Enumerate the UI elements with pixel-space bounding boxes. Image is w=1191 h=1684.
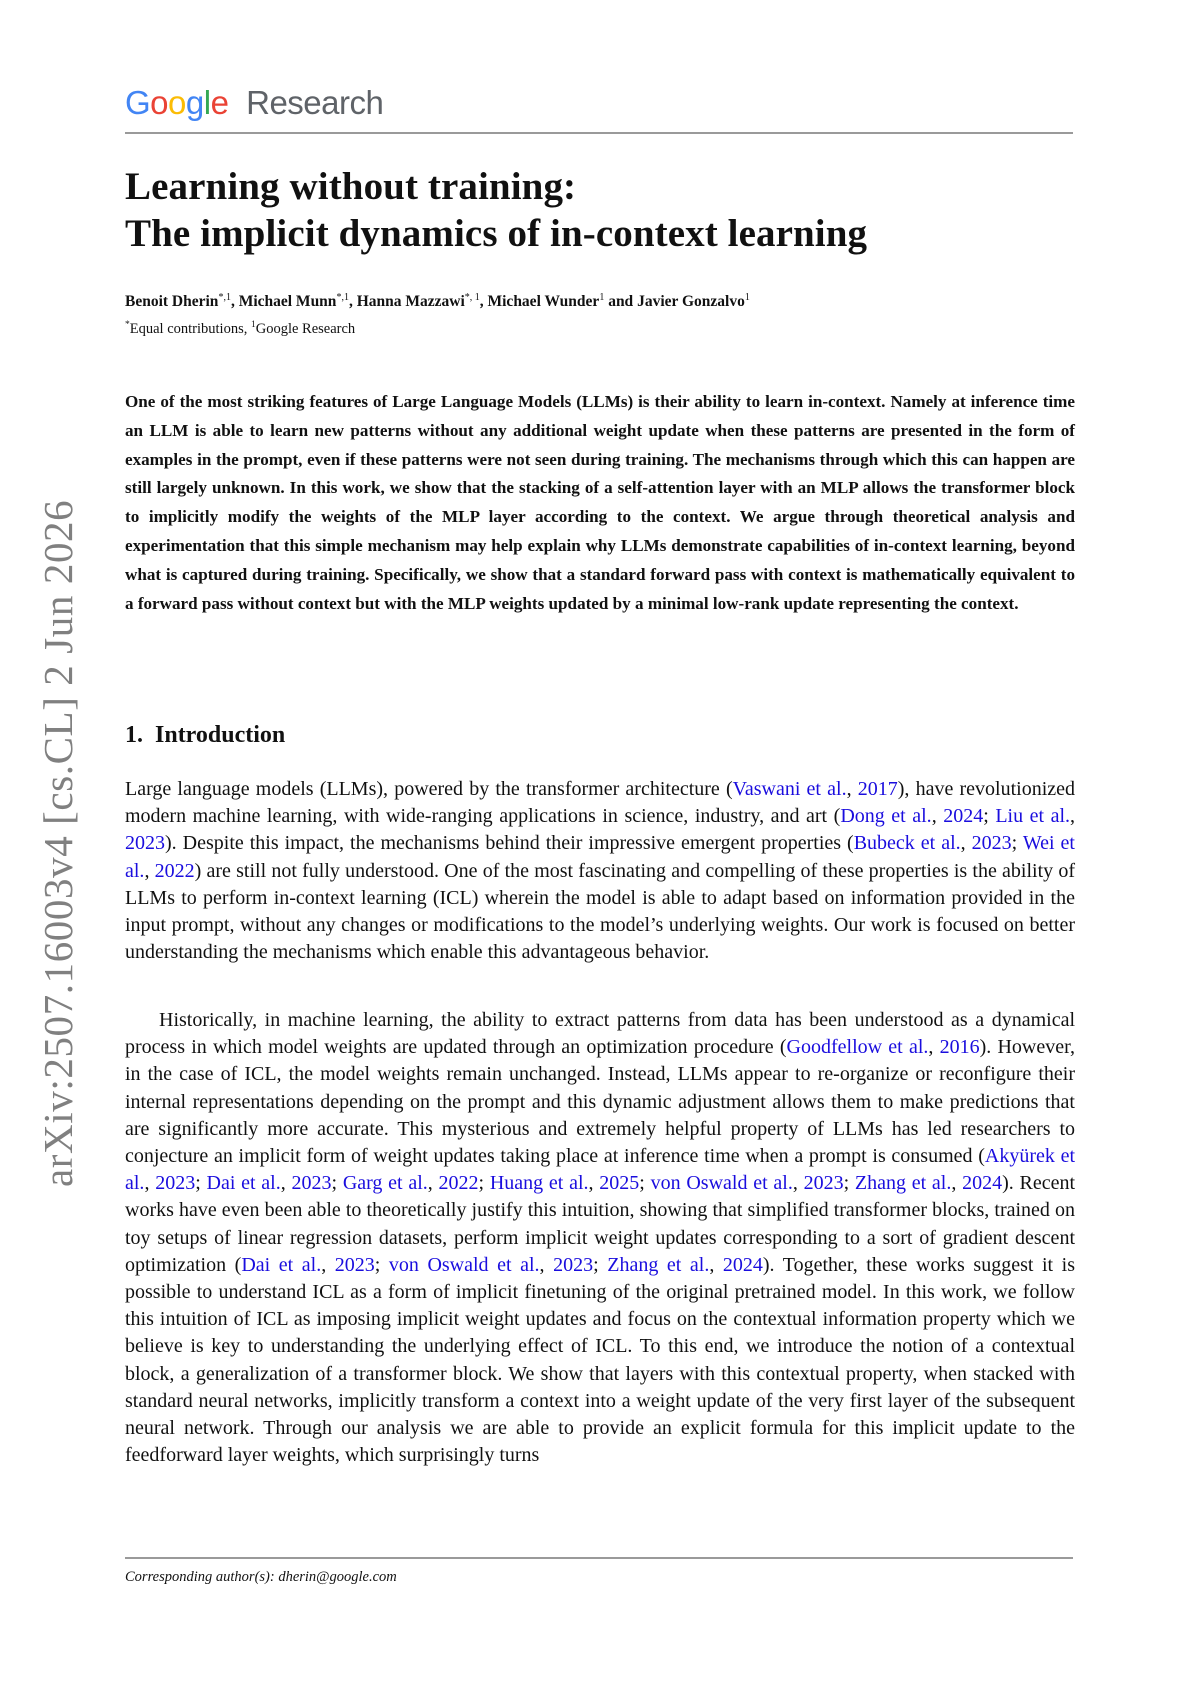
citation-link[interactable]: 2024 [962, 1172, 1003, 1195]
citation-link[interactable]: 2022 [154, 859, 195, 882]
citation-link[interactable]: 2024 [722, 1253, 763, 1276]
corresponding-author-note [125, 1569, 397, 1586]
section-title: Introduction [155, 722, 286, 748]
citation-link[interactable]: Akyürek et al. [125, 1145, 1076, 1195]
citation-link[interactable]: Goodfellow et al. [786, 1036, 929, 1059]
author-list: Benoit Dherin$^{*,1}$, Michael Munn$^{*,1}$, Hanna Mazzawi$^{*, 1}$, Michael Wunder$^1$ and Javier Gonzalvo$^1$ [125, 292, 750, 311]
citation-link[interactable]: 2017 [857, 778, 898, 800]
citation-link[interactable]: Dai et al. [241, 1253, 322, 1276]
author-name: Michael Munn [238, 293, 337, 311]
author-affiliation-mark: *, 1 [464, 292, 480, 303]
citation-link[interactable]: 2023 [803, 1172, 844, 1195]
citation-link[interactable]: Dai et al. [206, 1172, 281, 1195]
logo-letter: e [210, 84, 229, 121]
author-name: Benoit Dherin [125, 293, 219, 311]
logo-letter: o [168, 84, 186, 121]
arxiv-identifier-stamp: arXiv:2507.16003v4 [cs.CL] 2 Jun 2026 [35, 499, 81, 1187]
citation-link[interactable]: Vaswani et al. [732, 778, 847, 800]
section-number: 1. [125, 722, 143, 748]
author-name: Javier Gonzalvo [637, 293, 745, 311]
logo-letter: g [185, 84, 204, 121]
citation-link[interactable]: von Oswald et al. [388, 1253, 540, 1276]
citation-link[interactable]: von Oswald et al. [650, 1172, 793, 1195]
citation-link[interactable]: 2023 [125, 832, 165, 855]
citation-link[interactable]: 2023 [291, 1172, 332, 1195]
citation-link[interactable]: Zhang et al. [607, 1253, 710, 1276]
author-affiliation-mark: 1 [744, 292, 750, 303]
citation-link[interactable]: Huang et al. [489, 1172, 589, 1195]
affiliation-text: Google Research [255, 320, 356, 337]
citation-link[interactable]: 2024 [943, 805, 984, 828]
citation-link[interactable]: 2023 [553, 1253, 594, 1276]
logo-letter: o [150, 84, 169, 121]
citation-link[interactable]: 2023 [971, 832, 1012, 855]
affiliation-mark: 1 [250, 320, 256, 330]
citation-link[interactable]: 2025 [599, 1172, 640, 1195]
corresponding-author-email: dherin@google.com [278, 1569, 397, 1585]
equal-contribution-text: Equal contributions, [129, 320, 251, 337]
citation-link[interactable]: Wei et al. [125, 832, 1075, 882]
citation-link[interactable]: Bubeck et al. [853, 832, 961, 855]
google-wordmark [125, 84, 237, 121]
citation-link[interactable]: Liu et al. [995, 805, 1071, 828]
title-line-1: Learning without training: [125, 165, 577, 208]
logo-letter: G [125, 84, 151, 121]
citation-link[interactable]: Dong et al. [840, 805, 932, 828]
affiliations [125, 320, 355, 338]
citation-link[interactable]: 2016 [939, 1036, 980, 1059]
paper-title [125, 163, 1073, 257]
header-divider [125, 132, 1073, 134]
author-affiliation-mark: *,1 [218, 292, 231, 303]
footer-divider [125, 1557, 1073, 1559]
intro-paragraph-2: Historically, in machine learning, the ability to extract patterns from data has been understood as a dynamical process in which model weights are updated through an optimization procedure (Goodfellow et al., 2016). However, in the case of ICL, the model weights remain unchanged. Instead, LLMs appear to re-organize or reconfigure their internal representations depending on the prompt and this dynamic adjustment allows them to make predictions that are significantly more accurate. This mysterious and extremely helpful property of LLMs has led researchers to conjecture an implicit form of weight updates taking place at inference time when a prompt is consumed (Akyürek et al., 2023; Dai et al., 2023; Garg et al., 2022; Huang et al., 2025; von Oswald et al., 2023; Zhang et al., 2024). Recent works have even been able to theoretically justify this intuition, showing that simplified transformer blocks, trained on toy setups of linear regression datasets, perform implicit weight updates corresponding to a sort of gradient descent optimization (Dai et al., 2023; von Oswald et al., 2023; Zhang et al., 2024). Together, these works suggest it is possible to understand ICL as a form of implicit finetuning of the original pretrained model. In this work, we follow this intuition of ICL as imposing implicit weight updates and focus on the contextual information property which we believe is key to understanding the underlying effect of ICL. To this end, we introduce the notion of a contextual block, a generalization of a transformer block. We show that layers with this contextual property, when stacked with standard neural networks, implicitly transform a context into a weight update of the very first layer of the subsequent neural network. Through our analysis we are able to provide an explicit formula for this implicit update to the feedforward layer weights, which surprisingly turns [125, 1009, 1076, 1467]
abstract: One of the most striking features of Large Language Models (LLMs) is their ability to learn in-context. Namely at inference time an LLM is able to learn new patterns without any additional weight update when these patterns are presented in the form of examples in the prompt, even if these patterns were not seen during training. The mechanisms through which this can happen are still largely unknown. In this work, we show that the stacking of a self-attention layer with an MLP allows the transformer block to implicitly modify the weights of the MLP layer according to the context. We argue through theoretical analysis and experimentation that this simple mechanism may help explain why LLMs demonstrate capabilities of in-context learning, beyond what is captured during training. Specifically, we show that a standard forward pass with context is mathematically equivalent to a forward pass without context but with the MLP weights updated by a minimal low-rank update representing the context. [125, 392, 1075, 613]
corresponding-author-label: Corresponding author(s): [125, 1569, 279, 1585]
citation-link[interactable]: Zhang et al. [854, 1172, 952, 1195]
title-line-2: The implicit dynamics of in-context learning [125, 212, 868, 255]
equal-contribution-mark: * [125, 320, 130, 330]
logo-letter: l [203, 84, 211, 121]
citation-link[interactable]: 2022 [438, 1172, 479, 1195]
author-name: Michael Wunder [487, 293, 600, 311]
author-name: Hanna Mazzawi [356, 293, 465, 311]
author-affiliation-mark: *,1 [336, 292, 349, 303]
citation-link[interactable]: 2023 [334, 1253, 375, 1276]
section-heading-introduction [125, 722, 285, 749]
google-research-logo [125, 84, 383, 122]
intro-paragraph-1: Large language models (LLMs), powered by the transformer architecture (Vaswani et al., 2017), have revolutionized modern machine learning, with wide-ranging applications in science, industry, and art (Dong et al., 2024; Liu et al., 2023). Despite this impact, the mechanisms behind their impressive emergent properties (Bubeck et al., 2023; Wei et al., 2022) are still not fully understood. One of the most fascinating and compelling of these properties is the ability of LLMs to perform in-context learning (ICL) wherein the model is able to adapt based on information provided in the input prompt, without any changes or modifications to the model’s underlying weights. Our work is focused on better understanding the mechanisms which enable this advantageous behavior. [125, 778, 1076, 964]
citation-link[interactable]: 2023 [155, 1172, 196, 1195]
citation-link[interactable]: Garg et al. [342, 1172, 428, 1195]
author-affiliation-mark: 1 [599, 292, 605, 303]
logo-research-text: Research [246, 84, 384, 121]
